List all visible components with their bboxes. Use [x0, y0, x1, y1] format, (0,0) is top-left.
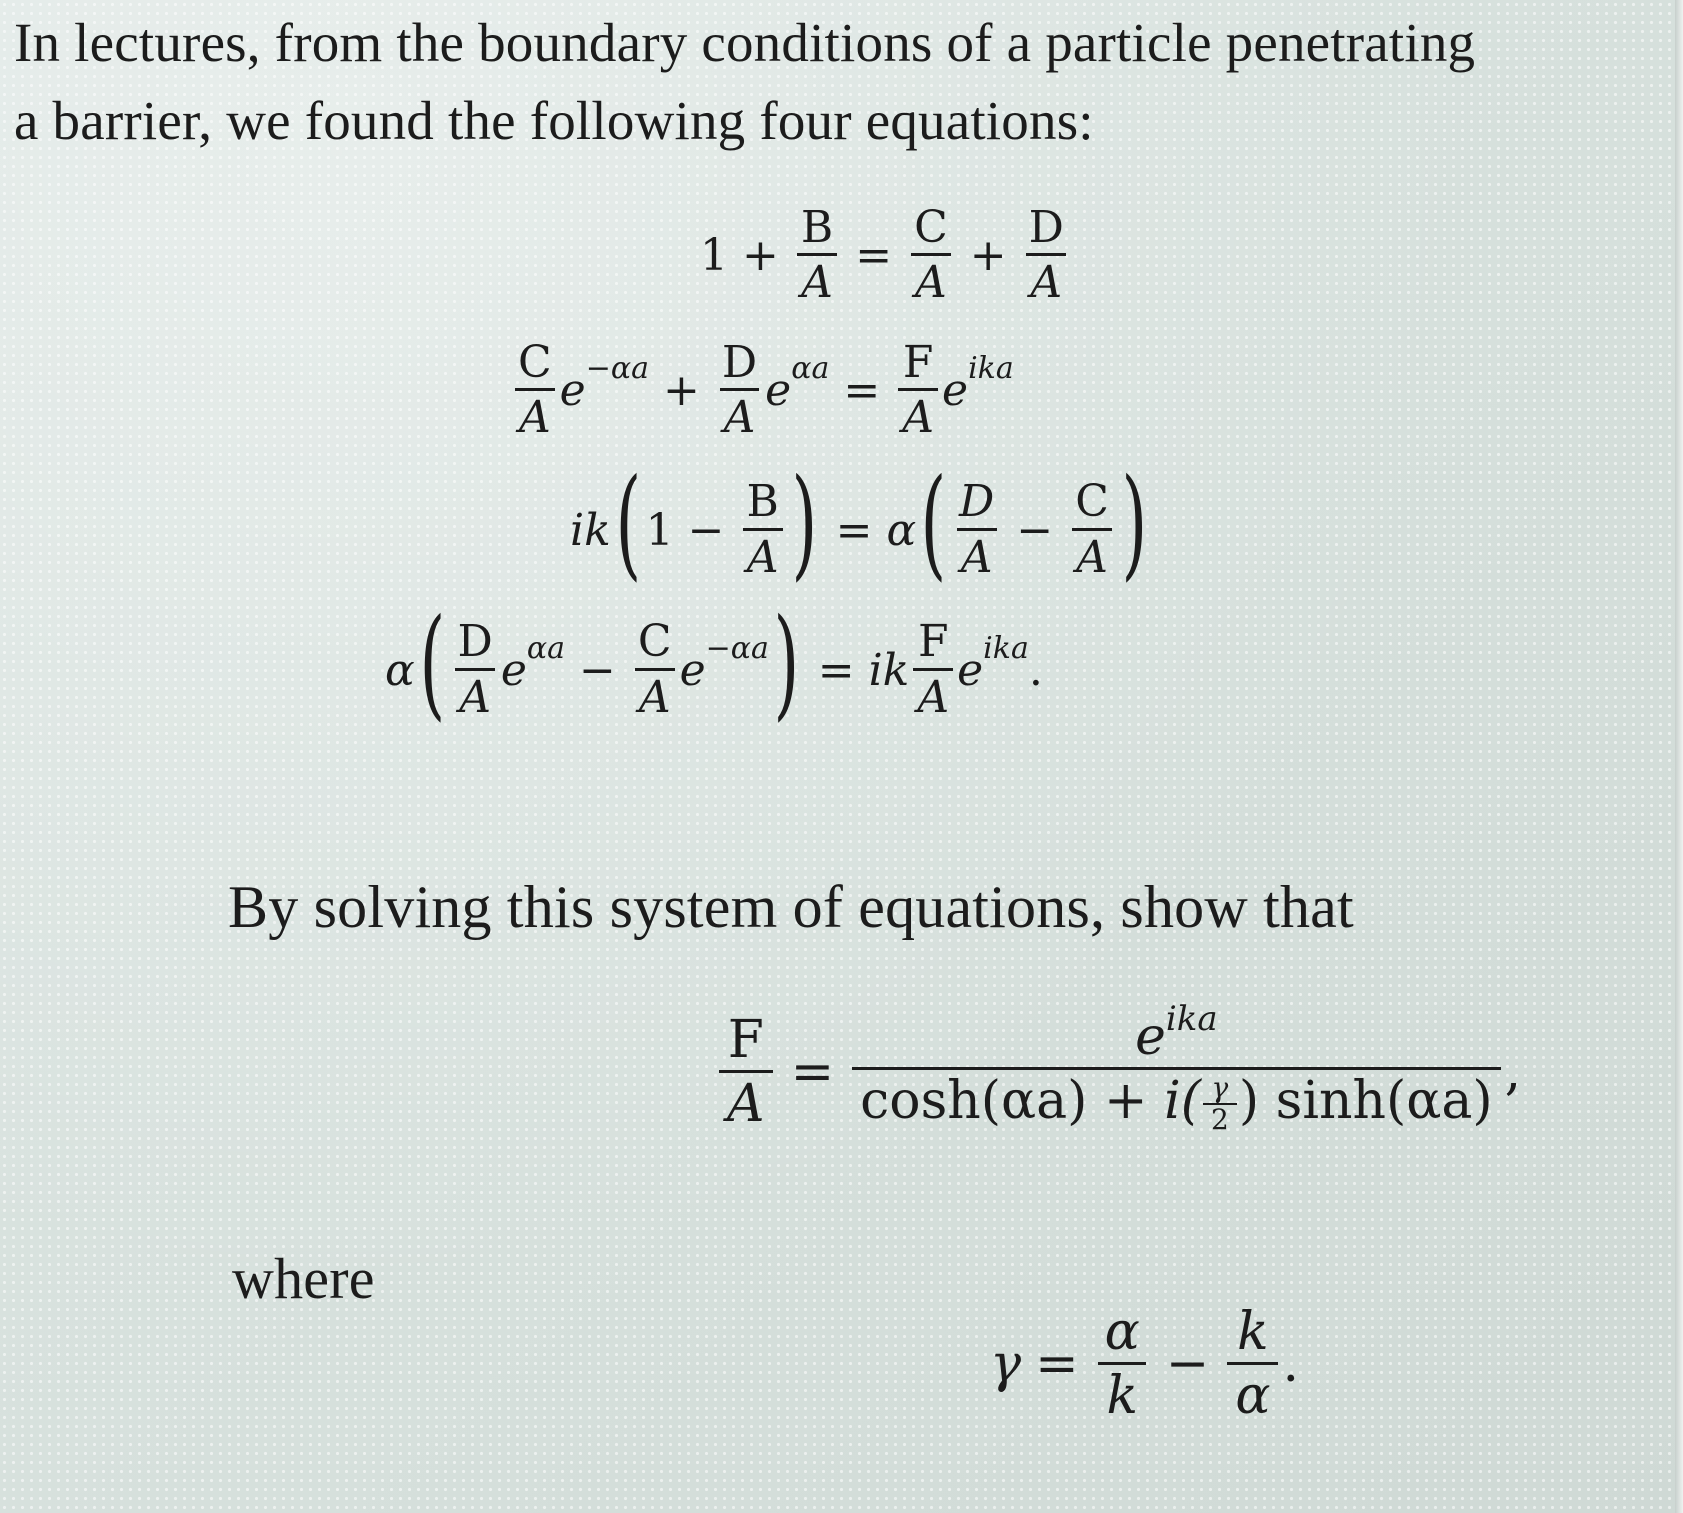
intro-text — [14, 4, 1654, 160]
fraction-c-over-a: $\frac{C}{A}$ — [514, 340, 556, 441]
fraction-c-over-a: $\frac{C}{A}$ — [1071, 479, 1113, 580]
statement-text: By solving this system of equations, show that — [228, 874, 1354, 940]
equation-1: 1 + $\frac{B}{A}$ = $\frac{C}{A}$ + $\frac{D}{A}$ — [700, 205, 1072, 306]
screen-edge — [1675, 0, 1683, 1513]
intro-line-1: In lectures, from the boundary conditions of a particle penetrating — [14, 12, 1476, 73]
equation-4: α ( $\frac{D}{A}$ e αa − $\frac{C}{A}$ e −αa ) = ik $\frac{F}{A}$ e ika . — [385, 594, 1043, 733]
equation-3: ik ( 1 − $\frac{B}{A}$ ) = α ( $\frac{D}{A}$ − $\frac{C}{A}$ ) — [570, 454, 1148, 593]
gamma-definition: γ = $\frac{\alpha}{k}$ − $\frac{k}{\alpha}$ . — [990, 1302, 1300, 1426]
equation-2: $\frac{C}{A}$ e −αa + $\frac{D}{A}$ e αa = $\frac{F}{A}$ e ika — [510, 340, 1014, 441]
fraction-c-over-a: $\frac{C}{A}$ — [910, 205, 952, 306]
fraction-c-over-a: $\frac{C}{A}$ — [634, 619, 676, 720]
fraction-f-over-a: $\frac{F}{A}$ — [913, 619, 953, 720]
fraction-d-over-a: $\frac{D}{A}$ — [718, 340, 761, 441]
result-equation: $\frac{F}{A}$ = $e^{ika}$ cosh(αa) + i( $\frac{\gamma}{2}$ ) sinh(αa) , — [715, 1010, 1521, 1134]
fraction-alpha-over-k: $\frac{\alpha}{k}$ — [1097, 1305, 1148, 1423]
fraction-d-over-a: $\frac{D}{A}$ — [454, 619, 497, 720]
fraction-f-over-a: $\frac{F}{A}$ — [719, 1013, 773, 1131]
fraction-b-over-a: $\frac{B}{A}$ — [742, 479, 782, 580]
result-fraction: $e^{ika}$ cosh(αa) + i( $\frac{\gamma}{2}$ ) sinh(αa) — [852, 1010, 1501, 1134]
gamma-over-two: $\frac{\gamma}{2}$ — [1203, 1074, 1237, 1134]
intro-line-2: a barrier, we found the following four equations: — [14, 90, 1094, 151]
fraction-d-over-a: $\frac{D}{A}$ — [955, 479, 998, 580]
where-text: where — [232, 1246, 375, 1311]
fraction-k-over-alpha: $\frac{k}{\alpha}$ — [1227, 1305, 1278, 1423]
fraction-d-over-a: $\frac{D}{A}$ — [1025, 205, 1068, 306]
fraction-f-over-a: $\frac{F}{A}$ — [898, 340, 938, 441]
fraction-b-over-a: $\frac{B}{A}$ — [797, 205, 837, 306]
